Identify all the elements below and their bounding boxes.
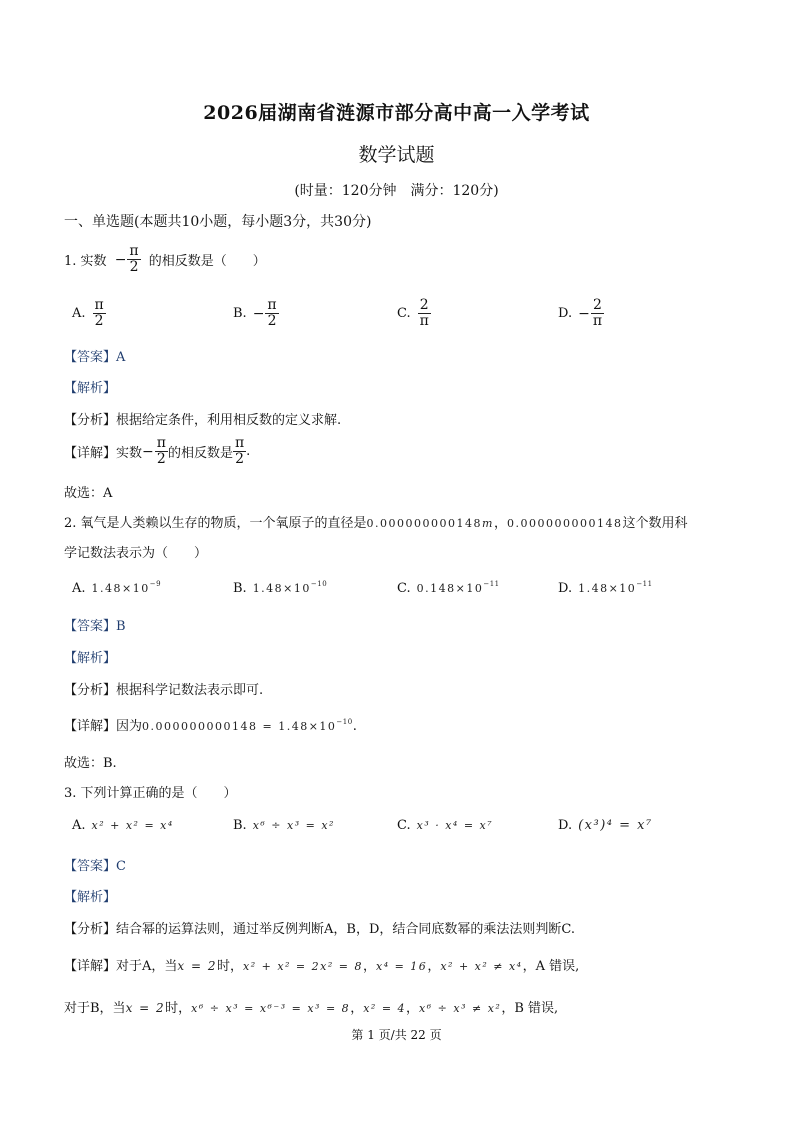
q2-stem-line1: 2. 氧气是人类赖以生存的物质，一个氧原子的直径是0.000000000148m，0.000000000148这个数用科	[64, 516, 688, 531]
q3-stem: 3. 下列计算正确的是（ ）	[64, 786, 237, 801]
q2-answer: 【答案】B	[64, 619, 126, 634]
page-footer: 第 1 页/共 22 页	[351, 1028, 442, 1042]
option-label: A.	[72, 306, 86, 321]
q2-stem-line2: 学记数法表示为（ ）	[64, 546, 208, 561]
q1-answer: 【答案】A	[64, 350, 126, 365]
exam-title: 2026届湖南省涟源市部分高中高一入学考试	[203, 102, 590, 124]
q3-option-c: C. x³ · x⁴ = x⁷	[397, 818, 494, 833]
q2-fenxi: 【分析】根据科学记数法表示即可.	[64, 683, 264, 698]
q3-answer: 【答案】C	[64, 859, 126, 874]
q3-detail-a: 【详解】对于A，当x = 2时，x² + x² = 2x² = 8，x⁴ = 16，x² + x² ≠ x⁴，A 错误,	[64, 959, 580, 974]
exam-meta: (时量：120分钟 满分：120分)	[294, 183, 499, 199]
q3-option-b: B. x⁶ ÷ x³ = x²	[233, 818, 335, 833]
q1-frac: $\frac{\pi}{2}$	[129, 243, 139, 275]
q1-prefix: 1. 实数	[64, 254, 107, 269]
q2-guxuan: 故选：B.	[64, 756, 117, 771]
q1-fraction	[115, 244, 141, 275]
q2-option-d: D. $1.48\times 10^{-11}$	[558, 580, 653, 596]
q3-detail-b: 对于B，当x = 2时，x⁶ ÷ x³ = x⁶⁻³ = x³ = 8，x² = 4，x⁶ ÷ x³ ≠ x²，B 错误,	[64, 1001, 559, 1016]
q1-option-b: B. − $\frac{\pi}{2}$	[233, 297, 277, 329]
q1-detail: 【详解】实数− $\frac{\pi}{2}$ 的相反数是 $\frac{\pi}{2}$ .	[64, 435, 251, 467]
option-label: C.	[397, 306, 411, 321]
option-label: D.	[558, 306, 573, 321]
q2-detail: 【详解】因为$0.000000000148 = 1.48\times 10^{-10}$.	[64, 718, 357, 734]
q1-jiexi: 【解析】	[64, 381, 117, 396]
q3-jiexi: 【解析】	[64, 890, 117, 905]
q2-option-b: B. $1.48\times 10^{-10}$	[233, 580, 328, 596]
q2-jiexi: 【解析】	[64, 651, 117, 666]
q1-fenxi: 【分析】根据给定条件，利用相反数的定义求解.	[64, 413, 342, 428]
section-heading: 一、单选题(本题共10小题，每小题3分，共30分)	[64, 214, 372, 230]
q1-stem	[64, 244, 266, 275]
q1-option-c: C. $\frac{2}{\pi}$	[397, 297, 429, 329]
q3-fenxi: 【分析】结合幂的运算法则，通过举反例判断A，B，D，结合同底数幂的乘法法则判断C.	[64, 922, 575, 937]
q1-option-a: A. $\frac{\pi}{2}$	[72, 297, 104, 329]
exam-subtitle: 数学试题	[358, 144, 435, 166]
q2-option-c: C. $0.148\times 10^{-11}$	[397, 580, 500, 596]
q2-option-a: A. $1.48\times 10^{-9}$	[72, 580, 162, 596]
q1-guxuan: 故选：A	[64, 486, 113, 501]
q3-option-a: A. x² + x² = x⁴	[72, 818, 174, 833]
q1-option-d: D. − $\frac{2}{\pi}$	[558, 297, 603, 329]
q1-neg: −	[114, 251, 127, 268]
q1-suffix: 的相反数是（ ）	[148, 254, 266, 269]
q3-option-d: D. (x³)⁴ = x⁷	[558, 818, 653, 833]
option-label: B.	[233, 306, 247, 321]
